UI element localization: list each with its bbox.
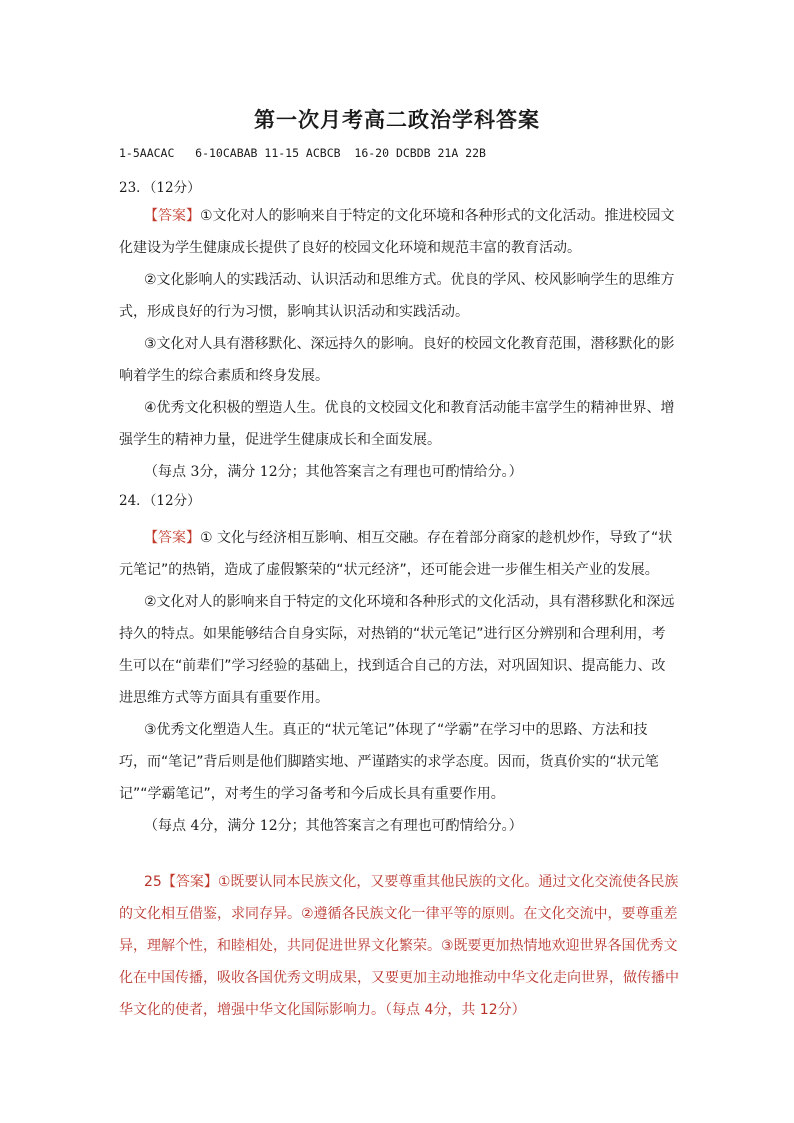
q24-point1-line1: ① 文化与经济相互影响、相互交融。存在着部分商家的趁机炒作，导致了“状	[200, 530, 673, 546]
question-23-answer	[119, 200, 679, 488]
q23-point4-line1: ④优秀文化积极的塑造人生。优良的文校园文化和教育活动能丰富学生的精神世界、增	[144, 400, 675, 416]
q24-point2-line2: 持久的特点。如果能够结合自身实际，对热销的“状元笔记”进行区分辨别和合理利用，考	[119, 626, 666, 642]
multiple-choice-answer-key: 1-5AACAC 6-10CABAB 11-15 ACBCB 16-20 DCBDB 21A 22B	[119, 146, 486, 160]
answer-tag: 【答案】	[144, 530, 200, 546]
q25-number: 25	[144, 874, 162, 890]
q23-point1-line1: ①文化对人的影响来自于特定的文化环境和各种形式的文化活动。推进校园文	[200, 208, 675, 224]
q24-point2-line1: ②文化对人的影响来自于特定的文化环境和各种形式的文化活动，具有潜移默化和深远	[144, 594, 675, 610]
q25-line4: 化在中国传播，吸收各国优秀文明成果，又要更加主动地推动中华文化走向世界，做传播中	[119, 970, 679, 986]
q25-line2: 的文化相互借鉴，求同存异。②遵循各民族文化一律平等的原则。在文化交流中，要尊重差	[119, 906, 678, 922]
q24-point3-line1: ③优秀文化塑造人生。真正的“状元笔记”体现了“学霸”在学习中的思路、方法和技	[144, 722, 648, 738]
question-25-answer	[119, 866, 679, 1026]
q24-point3-line2: 巧，而“笔记”背后则是他们脚踏实地、严谨踏实的求学态度。因而，货真价实的“状元笔	[119, 754, 659, 770]
q23-point1-line2: 化建设为学生健康成长提供了良好的校园文化环境和规范丰富的教育活动。	[119, 240, 581, 256]
q25-line3: 异，理解个性，和睦相处，共同促进世界文化繁荣。③既要更加热情地欢迎世界各国优秀文	[119, 938, 678, 954]
answer-tag: 【答案】	[144, 208, 200, 224]
question-23-header: 23．（12分）	[119, 180, 201, 196]
q25-line1: ①既要认同本民族文化，又要尊重其他民族的文化。通过文化交流使各民族	[217, 874, 679, 890]
q24-point2-line3: 生可以在“前辈们”学习经验的基础上，找到适合自己的方法，对巩固知识、提高能力、改	[119, 658, 666, 674]
question-24-header: 24．（12分）	[119, 493, 201, 509]
q24-point1-line2: 元笔记”的热销，造成了虚假繁荣的“状元经济”，还可能会进一步催生相关产业的发展。	[119, 562, 659, 578]
q23-point4-line2: 强学生的精神力量，促进学生健康成长和全面发展。	[119, 432, 441, 448]
page-title: 第一次月考高二政治学科答案	[254, 107, 540, 132]
q23-point3-line2: 响着学生的综合素质和终身发展。	[119, 368, 329, 384]
question-24-answer	[119, 522, 679, 842]
q24-point2-line4: 进思维方式等方面具有重要作用。	[119, 690, 329, 706]
q24-scoring-note: （每点 4分，满分 12分；其他答案言之有理也可酌情给分。）	[144, 818, 523, 834]
q23-point2-line2: 式，形成良好的行为习惯，影响其认识活动和实践活动。	[119, 304, 469, 320]
q25-line5: 华文化的使者，增强中华文化国际影响力。（每点 4分，共 12分）	[119, 1002, 526, 1018]
q23-point2-line1: ②文化影响人的实践活动、认识活动和思维方式。优良的学风、校风影响学生的思维方	[144, 272, 675, 288]
answer-tag: 【答案】	[161, 874, 218, 890]
q23-scoring-note: （每点 3分，满分 12分；其他答案言之有理也可酌情给分。）	[144, 464, 523, 480]
q24-point3-line3: 记”“学霸笔记”，对考生的学习备考和今后成长具有重要作用。	[119, 786, 505, 802]
q23-point3-line1: ③文化对人具有潜移默化、深远持久的影响。良好的校园文化教育范围，潜移默化的影	[144, 336, 675, 352]
